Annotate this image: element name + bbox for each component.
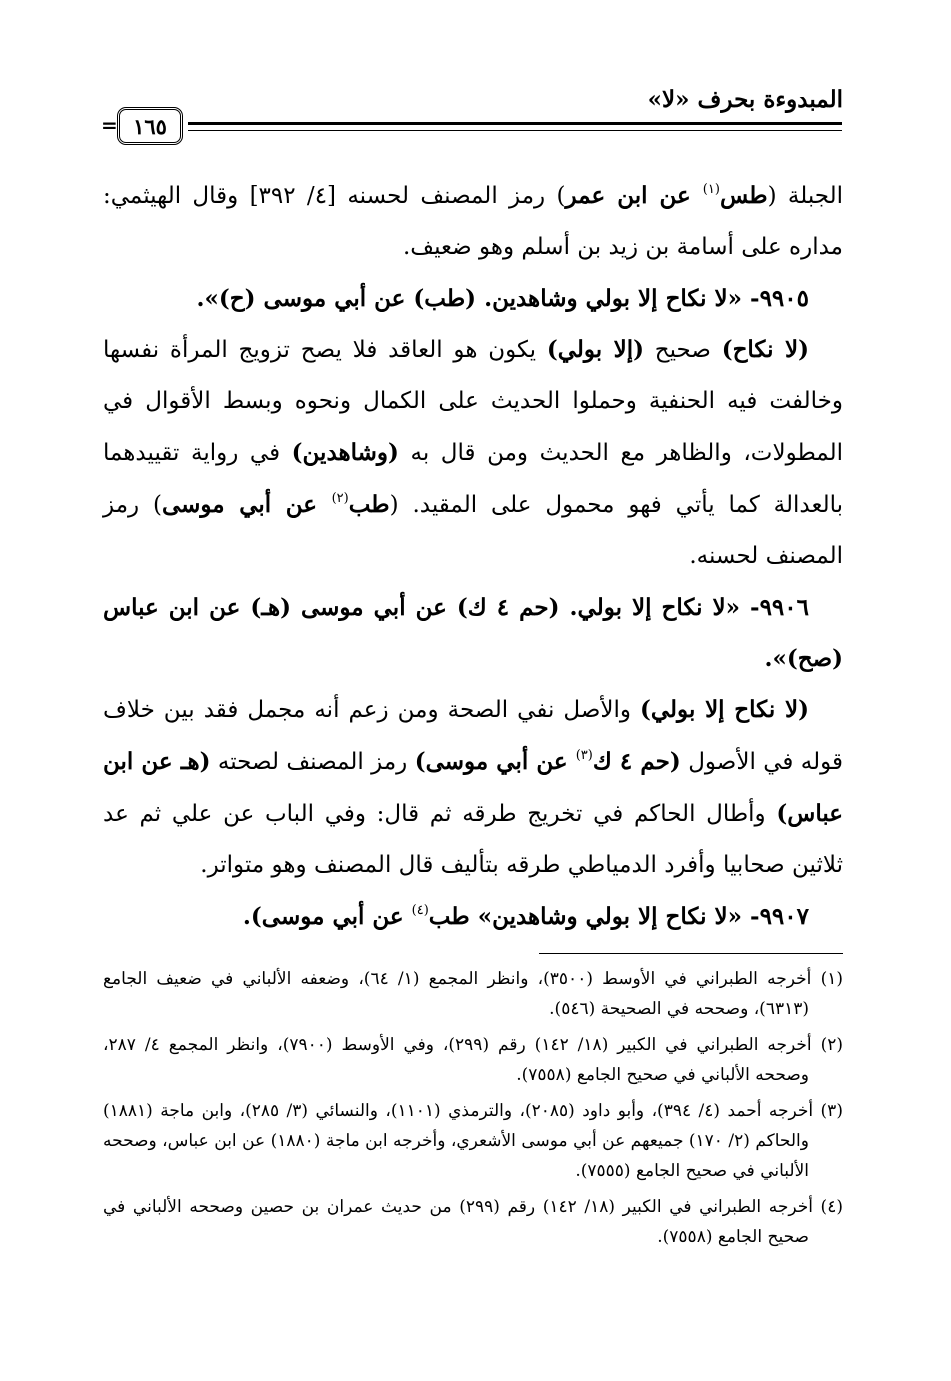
commentary-9906 (103, 684, 843, 891)
page-number: ١٦٥ (133, 113, 167, 139)
text-run: عن أبي موسى). (242, 903, 412, 930)
text-run: يكون هو العاقد فلا يصح تزويج المرأة نفسها وخالفت فيه الحنفية وحملوا الحديث على الكمال ونحوه وبسط الأقوال في المطولات، والظاهر مع الحديث ومن قال به (103, 337, 844, 466)
text-run: ) رمز المصنف لحسنه. (103, 492, 843, 569)
footnote-4: (٤) أخرجه الطبراني في الكبير (١٨/ ١٤٢) رقم (٢٩٩) من حديث عمران بن حصين وصححه الألباني في صحيح الجامع (٧٥٥٨). (103, 1197, 843, 1247)
header-left-mark: = (101, 113, 118, 137)
hadith-entry-9905: ٩٩٠٥- «لا نكاح إلا بولي وشاهدين. (طب) عن أبي موسى (ح)». (196, 285, 809, 312)
bold-run: طب (348, 491, 390, 518)
bold-run: (لا نكاح) (721, 336, 809, 363)
bold-run: (إلا بولي) (546, 336, 645, 363)
text-run: وأطال الحاكم في تخريج طرقه ثم قال: وفي الباب عن علي ثم عد ثلاثين صحابيا وأفرد الدمياطي طرقه بتأليف قال المصنف وهو متواتر. (103, 801, 843, 878)
text-run: الجبلة ( (767, 183, 844, 209)
header-rule-thick (188, 122, 842, 125)
hadith-entry-9906: ٩٩٠٦- «لا نكاح إلا بولي. (حم ٤ ك) عن أبي موسى (هـ) عن ابن عباس (صح)». (103, 594, 843, 672)
text-run: والأصل نفي الصحة ومن زعم أنه مجمل فقد بين خلاف قوله في الأصول (103, 697, 844, 775)
bold-run: طس (719, 182, 768, 209)
footnote-ref[interactable]: (٤) (411, 903, 429, 918)
page-number-box (117, 107, 183, 145)
main-text (103, 170, 843, 942)
text-run: في رواية تقييدهما بالعدالة كما يأتي فهو محمول على المقيد. ( (103, 440, 843, 518)
footnote-separator (539, 953, 843, 954)
footnotes (103, 964, 843, 1258)
bold-run: عن أبي موسى) (414, 748, 576, 775)
paragraph-continuation (103, 170, 843, 273)
bold-run: عن أبي موسى (161, 491, 332, 518)
bold-run: (وشاهدين) (291, 439, 399, 466)
text-run: ) رمز المصنف لحسنه [٤/ ٣٩٢] وقال الهيثمي: مداره على أسامة بن زيد بن أسلم وهو ضعيف. (103, 183, 843, 260)
hadith-entry-9907 (103, 891, 843, 942)
text-run: صحيح (644, 337, 722, 363)
text-run: ٩٩٠٧- «لا نكاح إلا بولي وشاهدين» طب (428, 903, 809, 930)
text-run: رمز المصنف لصحته (210, 749, 415, 775)
footnote-1: (١) أخرجه الطبراني في الأوسط (٣٥٠٠)، وانظر المجمع (١/ ٦٤)، وضعفه الألباني في ضعيف الجامع (٦٣١٣)، وصححه في الصحيحة (٥٤٦). (103, 969, 843, 1019)
footnote-2: (٢) أخرجه الطبراني في الكبير (١٨/ ١٤٢) رقم (٢٩٩)، وفي الأوسط (٧٩٠٠)، وانظر المجمع ٤/ ٢٨٧، وصححه الألباني في صحيح الجامع (٧٥٥٨). (103, 1035, 844, 1085)
running-title: المبدوءة بحرف «لا» (647, 86, 843, 113)
header-rule-thin (188, 130, 842, 131)
bold-run: (حم ٤ ك (592, 748, 681, 775)
commentary-9905 (103, 324, 843, 582)
footnote-ref[interactable]: (١) (702, 182, 720, 197)
bold-run: (لا نكاح إلا بولي) (640, 696, 809, 723)
bold-run: عن ابن عمر (565, 182, 703, 209)
footnote-ref[interactable]: (٢) (331, 491, 349, 506)
bold-run: (هـ عن ابن عباس) (103, 748, 843, 827)
footnote-3: (٣) أخرجه أحمد (٤/ ٣٩٤)، وأبو داود (٢٠٨٥)، والترمذي (١١٠١)، والنسائي (٣/ ٢٨٥)، وابن ماجة (١٨٨١) والحاكم (٢/ ١٧٠) جميعهم عن أبي موسى الأشعري، وأخرجه ابن ماجة (١٨٨٠) عن ابن عباس، وصححه الألباني في صحيح الجامع (٧٥٥٥). (103, 1101, 843, 1181)
footnote-ref[interactable]: (٣) (575, 748, 593, 763)
